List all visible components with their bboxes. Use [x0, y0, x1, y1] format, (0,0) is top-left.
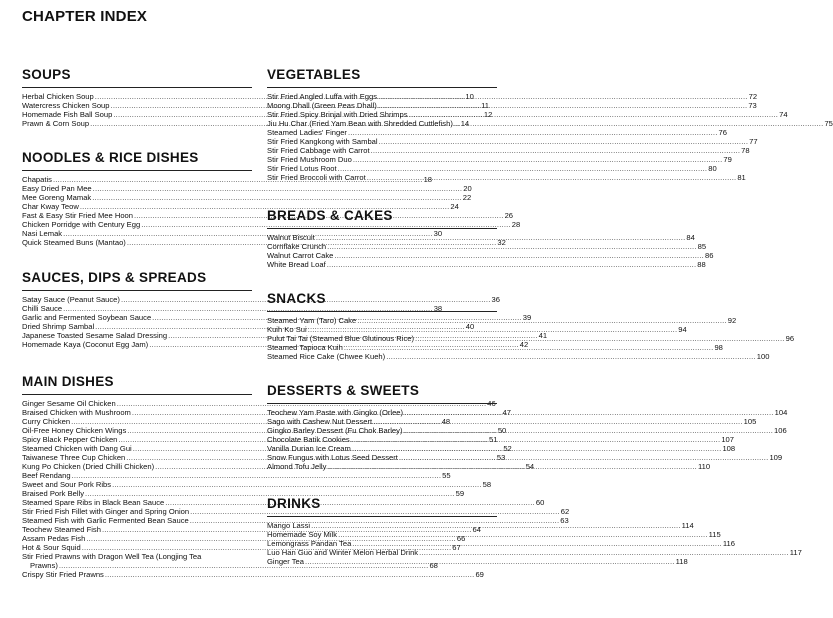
entry-name: Prawn & Corn Soup: [22, 119, 90, 128]
dot-leader: [399, 453, 769, 462]
index-entry: [267, 155, 732, 164]
entry-page: 51: [488, 435, 498, 444]
index-entry: [267, 417, 757, 426]
entry-page: 52: [503, 444, 512, 453]
entry-name: Spicy Black Pepper Chicken: [22, 435, 118, 444]
entry-page: 59: [455, 489, 465, 498]
dot-leader: [311, 521, 681, 530]
entry-page: 39: [522, 313, 532, 322]
entry-page: 106: [774, 426, 787, 435]
dot-leader: [105, 570, 475, 579]
entry-name: Fast & Easy Stir Fried Mee Hoon: [22, 211, 133, 220]
entry-name: Satay Sauce (Peanut Sauce): [22, 295, 120, 304]
section-vegetables: [267, 67, 833, 182]
entry-name: Assam Pedas Fish: [22, 534, 86, 543]
entry-name: Mango Lassi: [267, 521, 311, 530]
index-entry: [267, 352, 770, 361]
index-entry: [267, 119, 833, 128]
entry-page: 66: [456, 534, 466, 543]
entry-page: 46: [487, 399, 496, 408]
entry-name: Stir Fried Kangkong with Sambal: [267, 137, 378, 146]
index-entry: [267, 173, 746, 182]
entry-page: 20: [463, 184, 472, 193]
entry-name: Almond Tofu Jelly: [267, 462, 327, 471]
entry-name: Oil-Free Honey Chicken Wings: [22, 426, 127, 435]
entry-page: 69: [475, 570, 484, 579]
entry-page: 62: [560, 507, 570, 516]
entry-page: 63: [560, 516, 569, 525]
section-title: MAIN DISHES: [22, 374, 252, 395]
dot-leader: [415, 334, 785, 343]
entry-page: 96: [785, 334, 795, 343]
entry-name: Homemade Soy Milk: [267, 530, 338, 539]
entry-page: 107: [721, 435, 734, 444]
entry-name: Homemade Fish Ball Soup: [22, 110, 113, 119]
dot-leader: [327, 260, 697, 269]
entry-page: 42: [519, 340, 529, 349]
entry-name: Teochew Yam Paste with Gingko (Orlee): [267, 408, 404, 417]
entry-name: Steamed Tapioca Kuih: [267, 343, 343, 352]
entry-page: 118: [675, 557, 688, 566]
dot-leader: [93, 184, 463, 193]
dot-leader: [327, 462, 697, 471]
page-title: CHAPTER INDEX: [22, 8, 148, 25]
index-entry: [267, 548, 802, 557]
dot-leader: [403, 426, 773, 435]
entry-name: Jiu Hu Char (Fried Yam Bean with Shredded Cuttlefish): [267, 119, 453, 128]
section-title: NOODLES & RICE DISHES: [22, 150, 252, 171]
entry-name: Teochew Steamed Fish: [22, 525, 101, 534]
entry-page: 68: [429, 561, 438, 570]
entry-name: Quick Steamed Buns (Mantao): [22, 238, 126, 247]
dot-leader: [308, 325, 678, 334]
dot-leader: [378, 101, 748, 110]
entry-name: Stir Fried Angled Luffa with Eggs: [267, 92, 378, 101]
dot-leader: [378, 92, 748, 101]
entry-page: 77: [749, 137, 758, 146]
index-entry: [22, 471, 451, 480]
dot-leader: [373, 417, 743, 426]
dot-leader: [419, 548, 789, 557]
entry-page: 76: [718, 128, 727, 137]
dot-leader: [327, 242, 697, 251]
entry-page: 94: [678, 325, 687, 334]
index-entry: [267, 435, 734, 444]
entry-name: Steamed Chicken with Dang Gui: [22, 444, 132, 453]
index-entry: [22, 202, 459, 211]
index-entry: [22, 489, 465, 498]
section-title: VEGETABLES: [267, 67, 497, 88]
index-entry: [267, 164, 717, 173]
entry-page: 18: [423, 175, 433, 184]
entry-page: 115: [708, 530, 721, 539]
entry-name: Curry Chicken: [22, 417, 71, 426]
index-entry: [267, 530, 721, 539]
entry-page: 14: [460, 119, 470, 128]
index-entry: [267, 92, 758, 101]
entry-name: Kuih Ko Sui: [267, 325, 307, 334]
entry-name: Stir Fried Fish Fillet with Ginger and Spring Onion: [22, 507, 190, 516]
index-entry: [267, 251, 714, 260]
dot-leader: [367, 173, 737, 182]
index-entry: [22, 304, 443, 313]
index-entry: [267, 325, 687, 334]
entry-name: Walnut Carrot Cake: [267, 251, 334, 260]
entry-page: 22: [462, 193, 472, 202]
entry-page: 86: [704, 251, 714, 260]
entry-page: 104: [774, 408, 788, 417]
entry-name: Braised Chicken with Mushroom: [22, 408, 131, 417]
index-entry: [267, 539, 735, 548]
entry-name: Stir Fried Mushroom Duo: [267, 155, 352, 164]
entry-page: 81: [737, 173, 746, 182]
section-title: DRINKS: [267, 496, 497, 517]
dot-leader: [357, 316, 727, 325]
entry-page: 38: [433, 304, 443, 313]
entry-page: 109: [769, 453, 783, 462]
entry-name: Herbal Chicken Soup: [22, 92, 94, 101]
dot-leader: [92, 193, 462, 202]
entry-name-continued: Prawns): [30, 561, 58, 570]
index-entry: [22, 570, 484, 579]
entry-name: Ginger Tea: [267, 557, 305, 566]
dot-leader: [305, 557, 675, 566]
entry-name: Crispy Stir Fried Prawns: [22, 570, 104, 579]
entry-name: Steamed Spare Ribs in Black Bean Sauce: [22, 498, 165, 507]
entry-name: Chilli Sauce: [22, 304, 63, 313]
entry-page: 73: [748, 101, 757, 110]
entry-name: Garlic and Fermented Soybean Sauce: [22, 313, 152, 322]
index-entry: [267, 233, 695, 242]
entry-name: Nasi Lemak: [22, 229, 63, 238]
entry-name: Stir Fried Cabbage with Carrot: [267, 146, 370, 155]
entry-name: Walnut Biscuit: [267, 233, 315, 242]
entry-name: Sweet and Sour Pork Ribs: [22, 480, 112, 489]
entry-name: Stir Fried Prawns with Dragon Well Tea (Longjing Tea: [22, 552, 202, 561]
entry-page: 26: [504, 211, 514, 220]
dot-leader: [344, 343, 714, 352]
index-entry: [267, 521, 694, 530]
entry-page: 24: [450, 202, 459, 211]
index-entry: [267, 137, 758, 146]
entry-name: Cornflake Crunch: [267, 242, 327, 251]
entry-page: 85: [697, 242, 707, 251]
index-entry: [22, 184, 472, 193]
entry-page: 12: [483, 110, 493, 119]
index-entry: [22, 220, 521, 229]
entry-name: Gingko Barley Dessert (Fu Chok Barley): [267, 426, 403, 435]
entry-page: 30: [433, 229, 443, 238]
entry-page: 50: [497, 426, 507, 435]
entry-name: Stir Fried Spicy Brinjal with Dried Shrimps: [267, 110, 408, 119]
entry-page: 67: [452, 543, 461, 552]
entry-name: Steamed Yam (Taro) Cake: [267, 316, 357, 325]
entry-name: Ginger Sesame Oil Chicken: [22, 399, 116, 408]
index-entry: [22, 516, 569, 525]
entry-name: Dried Shrimp Sambal: [22, 322, 95, 331]
entry-page: 88: [697, 260, 706, 269]
entry-list: [267, 92, 833, 182]
dot-leader: [386, 352, 756, 361]
entry-page: 36: [491, 295, 500, 304]
entry-page: 54: [525, 462, 535, 471]
dot-leader: [348, 128, 718, 137]
entry-name: Kung Po Chicken (Dried Chilli Chicken): [22, 462, 155, 471]
entry-page: 117: [789, 548, 802, 557]
dot-leader: [352, 444, 722, 453]
entry-name: Chicken Porridge with Century Egg: [22, 220, 141, 229]
dot-leader: [334, 251, 704, 260]
entry-name: Moong Dhall (Green Peas Dhall): [267, 101, 377, 110]
dot-leader: [454, 119, 824, 128]
entry-name: Chapatis: [22, 175, 52, 184]
entry-page: 58: [482, 480, 492, 489]
entry-page: 92: [727, 316, 737, 325]
dot-leader: [353, 155, 723, 164]
entry-page: 40: [465, 322, 475, 331]
index-entry: [22, 193, 472, 202]
entry-page: 72: [748, 92, 758, 101]
dot-leader: [338, 164, 708, 173]
entry-page: 98: [714, 343, 723, 352]
entry-name: Japanese Toasted Sesame Salad Dressing: [22, 331, 168, 340]
index-entry: [267, 101, 757, 110]
dot-leader: [316, 233, 686, 242]
entry-page: 47: [502, 408, 511, 417]
entry-name: Watercress Chicken Soup: [22, 101, 110, 110]
entry-page: 84: [686, 233, 695, 242]
dot-leader: [112, 480, 482, 489]
entry-name: Steamed Fish with Garlic Fermented Bean Sauce: [22, 516, 189, 525]
entry-page: 64: [472, 525, 481, 534]
entry-name: Hot & Sour Squid: [22, 543, 81, 552]
entry-page: 78: [741, 146, 750, 155]
entry-name: Beef Rendang: [22, 471, 71, 480]
index-entry: [22, 480, 492, 489]
entry-page: 53: [496, 453, 506, 462]
entry-name: Vanilla Durian Ice Cream: [267, 444, 351, 453]
entry-name: Mee Goreng Mamak: [22, 193, 92, 202]
section-title: SAUCES, DIPS & SPREADS: [22, 270, 252, 291]
index-entry: [267, 146, 750, 155]
dot-leader: [409, 110, 779, 119]
dot-leader: [351, 435, 721, 444]
entry-page: 108: [722, 444, 736, 453]
entry-name: Luo Han Guo and Winter Melon Herbal Drink: [267, 548, 419, 557]
entry-page: 105: [743, 417, 757, 426]
entry-page: 74: [779, 110, 788, 119]
entry-name: Braised Pork Belly: [22, 489, 85, 498]
entry-page: 110: [697, 462, 711, 471]
section-title: SOUPS: [22, 67, 252, 88]
entry-name: Stir Fried Broccoli with Carrot: [267, 173, 366, 182]
entry-page: 11: [481, 101, 489, 110]
section-title: DESSERTS & SWEETS: [267, 383, 497, 404]
dot-leader: [404, 408, 774, 417]
dot-leader: [379, 137, 749, 146]
entry-page: 10: [465, 92, 474, 101]
index-entry: [267, 260, 706, 269]
entry-page: 60: [535, 498, 545, 507]
entry-name: Stir Fried Lotus Root: [267, 164, 337, 173]
entry-name: Homemade Kaya (Coconut Egg Jam): [22, 340, 149, 349]
entry-page: 100: [756, 352, 770, 361]
entry-page: 80: [708, 164, 717, 173]
entry-name: Steamed Rice Cake (Chwee Kueh): [267, 352, 386, 361]
entry-name: Snow Fungus with Lotus Seed Dessert: [267, 453, 398, 462]
entry-list: [267, 521, 802, 566]
entry-name: Sago with Cashew Nut Dessert: [267, 417, 373, 426]
section-title: BREADS & CAKES: [267, 208, 497, 229]
entry-name: Chocolate Batik Cookies: [267, 435, 350, 444]
entry-page: 32: [497, 238, 506, 247]
entry-page: 41: [538, 331, 548, 340]
dot-leader: [371, 146, 741, 155]
index-entry: [22, 507, 570, 516]
entry-name: Pulut Tai Tai (Steamed Blue Glutinous Rice): [267, 334, 415, 343]
index-entry: [267, 128, 727, 137]
entry-page: 55: [442, 471, 451, 480]
entry-page: 116: [722, 539, 735, 548]
entry-name: Taiwanese Three Cup Chicken: [22, 453, 126, 462]
index-entry: [267, 110, 788, 119]
entry-page: 114: [681, 521, 694, 530]
dot-leader: [72, 471, 442, 480]
entry-page: 79: [723, 155, 732, 164]
entry-page: 48: [441, 417, 451, 426]
index-entry: [22, 399, 496, 408]
index-entry: [267, 557, 688, 566]
entry-name: Easy Dried Pan Mee: [22, 184, 92, 193]
entry-name: White Bread Loaf: [267, 260, 326, 269]
dot-leader: [352, 539, 722, 548]
entry-page: 28: [511, 220, 521, 229]
entry-name: Steamed Ladies' Finger: [267, 128, 347, 137]
dot-leader: [338, 530, 708, 539]
entry-name: Lemongrass Pandan Tea: [267, 539, 352, 548]
entry-page: 75: [824, 119, 833, 128]
section-title: SNACKS: [267, 291, 497, 312]
entry-name: Char Kway Teow: [22, 202, 79, 211]
